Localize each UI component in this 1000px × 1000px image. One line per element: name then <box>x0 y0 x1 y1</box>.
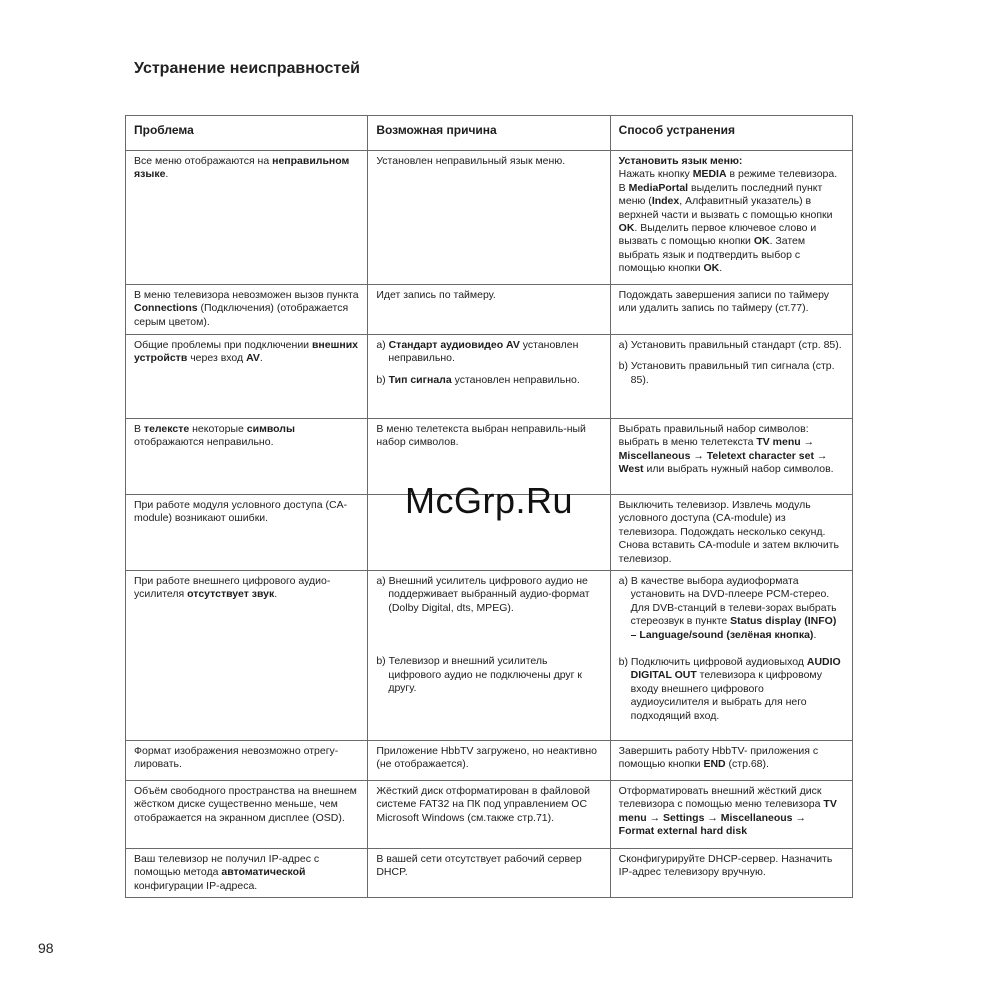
problem-cell: В меню телевизора невозможен вызов пункта Connections (Подключения) (отображается серым цветом). <box>126 285 368 335</box>
solution-cell: a) Установить правильный стандарт (стр. 85). b) Установить правильный тип сигнала (стр. 85). <box>610 335 852 419</box>
solution-cell: Выключить телевизор. Извлечь модуль условного доступа (CA-module) из телевизора. Подождать несколько секунд. Снова вставить CA-module и затем включить телевизор. <box>610 495 852 571</box>
solution-cell: Подождать завершения записи по таймеру или удалить запись по таймеру (ст.77). <box>610 285 852 335</box>
table-row <box>126 849 853 898</box>
table-row <box>126 151 853 285</box>
problem-cell: Формат изображения невозможно отрегу-лировать. <box>126 741 368 781</box>
problem-cell: При работе модуля условного доступа (CA-module) возникают ошибки. <box>126 495 368 571</box>
problem-cell: В телексте некоторые символы отображаются неправильно. <box>126 419 368 495</box>
solution-cell: a) В качестве выбора аудиоформата установить на DVD-плеере PCM-стерео. Для DVB-станций в телеви-зорах выбрать стереозвук в пункте Status display (INFO) – Language/sound (зелёная кнопка). b) Подключить цифровой аудиовыход AUDIO DIGITAL OUT телевизора к цифровому входу внешнего цифрового аудиоусилителя и выбрать для него подходящий вход. <box>610 571 852 741</box>
table-row <box>126 781 853 849</box>
cause-cell: a) Стандарт аудиовидео AV установлен неправильно. b) Тип сигнала установлен неправильно. <box>368 335 610 419</box>
problem-cell: Ваш телевизор не получил IP-адрес с помощью метода автоматической конфигурации IP-адреса. <box>126 849 368 898</box>
cause-cell: В меню телетекста выбран неправиль-ный набор символов. <box>368 419 610 495</box>
cause-cell: Приложение HbbTV загружено, но неактивно (не отображается). <box>368 741 610 781</box>
table-row <box>126 571 853 741</box>
solution-cell: Завершить работу HbbTV- приложения с помощью кнопки END (стр.68). <box>610 741 852 781</box>
table-row <box>126 285 853 335</box>
header-problem: Проблема <box>126 116 368 151</box>
solution-cell: Отформатировать внешний жёсткий диск телевизора с помощью меню телевизора TV menu → Settings → Miscellaneous → Format external hard disk <box>610 781 852 849</box>
header-cause: Возможная причина <box>368 116 610 151</box>
table-row <box>126 741 853 781</box>
cause-cell: Идет запись по таймеру. <box>368 285 610 335</box>
page-title: Устранение неисправностей <box>134 60 360 77</box>
watermark: McGrp.Ru <box>405 480 574 521</box>
header-solution: Способ устранения <box>610 116 852 151</box>
solution-cell: Выбрать правильный набор символов: выбрать в меню телетекста TV menu → Miscellaneous → Teletext character set → West или выбрать нужный набор символов. <box>610 419 852 495</box>
cause-cell: Установлен неправильный язык меню. <box>368 151 610 285</box>
cause-cell: В вашей сети отсутствует рабочий сервер DHCP. <box>368 849 610 898</box>
cause-cell: a) Внешний усилитель цифрового аудио не поддерживает выбранный аудио-формат (Dolby Digital, dts, MPEG). b) Телевизор и внешний усилитель цифрового аудио не подключены друг к другу. <box>368 571 610 741</box>
problem-cell: Объём свободного пространства на внешнем жёстком диске существенно меньше, чем отображается на экранном дисплее (OSD). <box>126 781 368 849</box>
problem-cell: При работе внешнего цифрового аудио-усилителя отсутствует звук. <box>126 571 368 741</box>
table-header-row <box>126 116 853 151</box>
page-number: 98 <box>38 940 54 956</box>
table-row <box>126 335 853 419</box>
cause-cell: Жёсткий диск отформатирован в файловой системе FAT32 на ПК под управлением ОС Microsoft Windows (см.также стр.71). <box>368 781 610 849</box>
solution-cell: Сконфигурируйте DHCP-сервер. Назначить IP-адрес телевизору вручную. <box>610 849 852 898</box>
problem-cell: Все меню отображаются на неправильном языке. <box>126 151 368 285</box>
solution-cell: Установить язык меню: Нажать кнопку MEDIA в режиме телевизора. В MediaPortal выделить последний пункт меню (Index, Алфавитный указатель) в верхней части и вызвать с помощью кнопки OK. Выделить первое ключевое слово и вызвать с помощью кнопки OK. Затем выбрать язык и подтвердить выбор с помощью кнопки OK. <box>610 151 852 285</box>
problem-cell: Общие проблемы при подключении внешних устройств через вход AV. <box>126 335 368 419</box>
